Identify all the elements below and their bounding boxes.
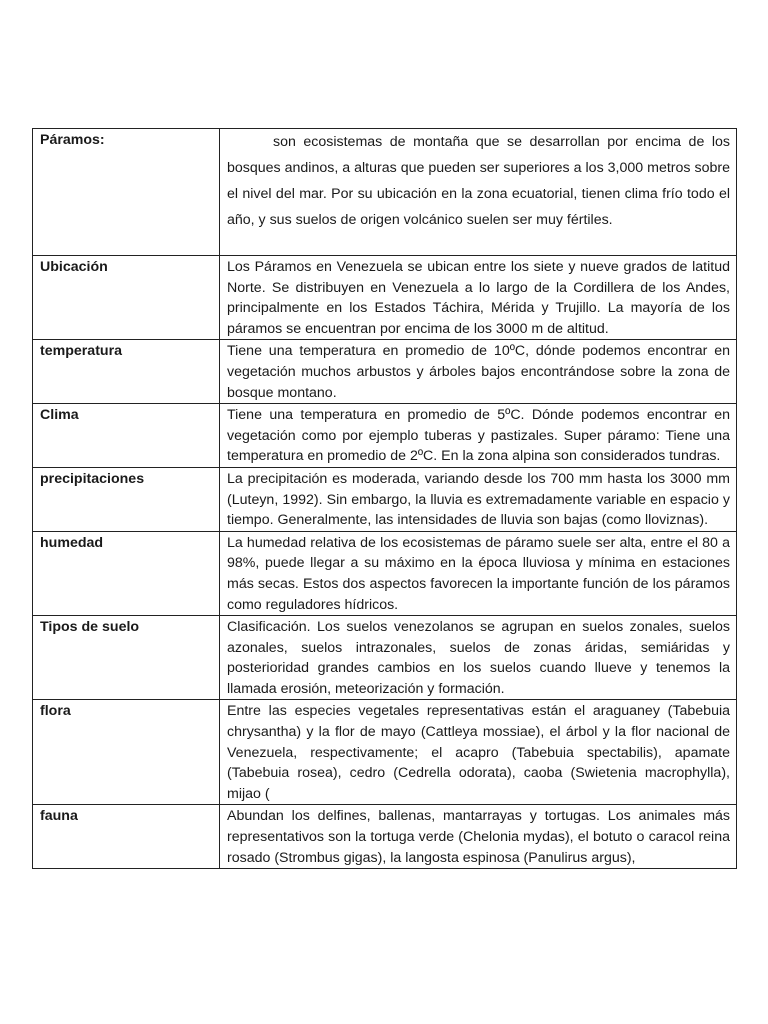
table-row-clima [33,404,737,468]
row-description: La humedad relativa de los ecosistemas de páramo suele ser alta, entre el 80 a 98%, puede llegar a su máximo en la época lluviosa y mínima en estaciones más secas. Estos dos aspectos favorecen la importante función de los páramos como reguladores hídricos. [220,531,737,615]
table-row-ubicacion [33,256,737,340]
row-description: Tiene una temperatura en promedio de 5ºC. Dónde podemos encontrar en vegetación como por ejemplo tuberas y pastizales. Super páramo: Tiene una temperatura en promedio de 2ºC. En la zona alpina son considerados tundras. [220,404,737,468]
row-description [220,805,737,869]
row-description: son ecosistemas de montaña que se desarrollan por encima de los bosques andinos, a alturas que pueden ser superiores a los 3,000 metros sobre el nivel del mar. Por su ubicación en la zona ecuatorial, tienen clima frío todo el año, y sus suelos de origen volcánico suelen ser muy fértiles. [220,129,737,256]
table-row-humedad [33,531,737,615]
table-row-fauna [33,805,737,869]
ecosystem-table [32,128,737,869]
row-label: Páramos: [33,129,220,256]
row-label: humedad [33,531,220,615]
row-label: fauna [33,805,220,869]
row-description: Entre las especies vegetales representativas están el araguaney (Tabebuia chrysantha) y la flor de mayo (Cattleya mossiae), el árbol y la flor nacional de Venezuela, respectivamente; el acapro (Tabebuia spectabilis), apamate (Tabebuia rosea), cedro (Cedrella odorata), caoba (Swietenia macrophylla), mijao ( [220,700,737,805]
row-description: Clasificación. Los suelos venezolanos se agrupan en suelos zonales, suelos azonales, suelos intrazonales, suelos de zonas áridas, semiáridas y posterioridad grandes cambios en los suelos cuando llueve y tenemos la llamada erosión, meteorización y formación. [220,616,737,700]
row-label: Clima [33,404,220,468]
row-label: Ubicación [33,256,220,340]
row-description: Tiene una temperatura en promedio de 10ºC, dónde podemos encontrar en vegetación muchos arbustos y árboles bajos encontrándose sobre la zona de bosque montano. [220,340,737,404]
table-row-flora [33,700,737,805]
table-row-precipitaciones [33,467,737,531]
row-description-text: Abundan los delfines, ballenas, mantarrayas y tortugas. Los animales más representativos son la tortuga verde (Chelonia mydas), el botuto o caracol reina rosado (Strombus gigas), la langosta espinosa (Panulirus argus), [227,808,730,866]
row-label: temperatura [33,340,220,404]
row-label: flora [33,700,220,805]
table-row-tipos-de-suelo [33,616,737,700]
row-label: precipitaciones [33,467,220,531]
row-description: Los Páramos en Venezuela se ubican entre los siete y nueve grados de latitud Norte. Se distribuyen en Venezuela a lo largo de la Cordillera de los Andes, principalmente en los Estados Táchira, Mérida y Trujillo. La mayoría de los páramos se encuentran por encima de los 3000 m de altitud. [220,256,737,340]
table-row-temperatura [33,340,737,404]
row-label: Tipos de suelo [33,616,220,700]
row-description: La precipitación es moderada, variando desde los 700 mm hasta los 3000 mm (Luteyn, 1992). Sin embargo, la lluvia es extremadamente variable en espacio y tiempo. Generalmente, las intensidades de lluvia son bajas (como lloviznas). [220,467,737,531]
table-row-paramos [33,129,737,256]
